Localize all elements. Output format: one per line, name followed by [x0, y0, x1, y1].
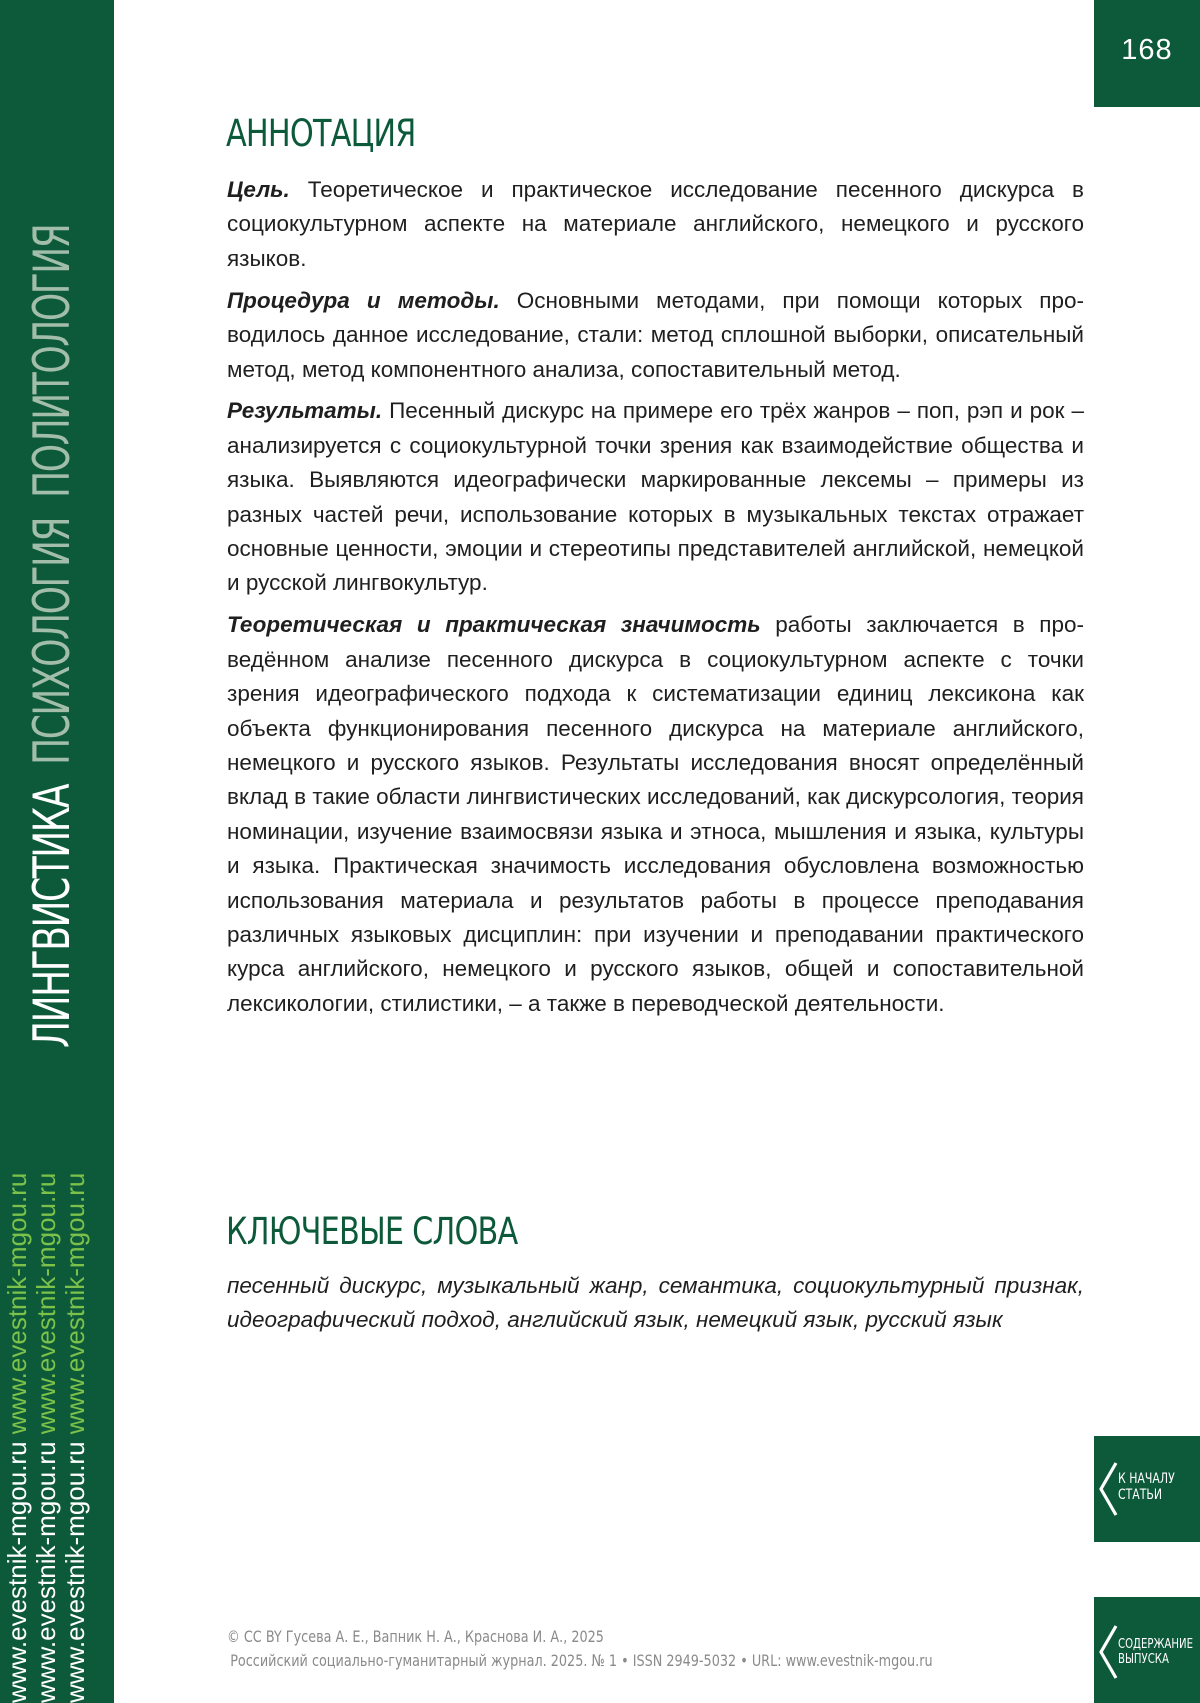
- paragraph-label: Процедура и методы.: [227, 287, 500, 313]
- site-url-row: [60, 1173, 90, 1703]
- to-article-start-button[interactable]: [1094, 1436, 1200, 1542]
- keywords-heading: КЛЮЧЕВЫЕ СЛОВА: [226, 1210, 518, 1253]
- chevron-left-icon: [1098, 1461, 1118, 1517]
- site-link[interactable]: www.evestnik-mgou.ru: [2, 1172, 32, 1435]
- page-number: 168: [1094, 0, 1200, 107]
- annotation-paragraph-goal: [227, 173, 1084, 276]
- rubric-linguistics: ЛИНГВИСТИКА: [23, 784, 81, 1048]
- nav-label-line: ВЫПУСКА: [1118, 1652, 1169, 1667]
- to-contents-label: [1118, 1637, 1193, 1667]
- rubric-psychology: ПСИХОЛОГИЯ: [23, 517, 81, 765]
- to-contents-button[interactable]: [1094, 1597, 1200, 1703]
- paragraph-text: Теоретическое и практическое исследование песенного дискурса в социокультурном аспекте на материале английского, немецкого и русского языков.: [227, 177, 1084, 271]
- footer: [227, 1625, 933, 1673]
- chevron-left-icon: [1098, 1624, 1118, 1680]
- copyright-line: © CC BY Гусева А. Е., Вапник Н. А., Краснова И. А., 2025: [227, 1627, 604, 1646]
- paragraph-label: Результаты.: [227, 398, 383, 424]
- annotation-body: [227, 173, 1084, 1029]
- site-url-row: [2, 1173, 32, 1703]
- nav-label-line: СТАТЬИ: [1118, 1487, 1163, 1503]
- nav-label-line: К НАЧАЛУ: [1118, 1471, 1175, 1487]
- journal-info-line: Российский социально-гуманитарный журнал. 2025. № 1 • ISSN 2949-5032 • URL: www.evestnik-mgou.ru: [230, 1651, 933, 1670]
- nav-label-line: СОДЕРЖАНИЕ: [1118, 1637, 1193, 1652]
- annotation-heading: АННОТАЦИЯ: [226, 112, 416, 155]
- site-link[interactable]: www.evestnik-mgou.ru: [31, 1441, 61, 1703]
- keywords-text: песенный дискурс, музыкальный жанр, семантика, социокультурный признак, идеографический подход, английский язык, немецкий язык, русский язык: [227, 1273, 1084, 1333]
- paragraph-text: Песенный дискурс на примере его трёх жанров – поп, рэп и рок – анализируется с социокультурной точки зрения как взаимодействие общества и языка. Выявляются идеографически маркированные лексемы – примеры из разных частей речи, использование которых в музыкальных текстах отражает основные ценности, эмоции и стереотипы представителей английской, немецкой и русской лингвокультур.: [227, 398, 1084, 596]
- to-article-start-label: [1118, 1471, 1175, 1503]
- annotation-paragraph-significance: [227, 608, 1084, 1021]
- rubric-politology: ПОЛИТОЛОГИЯ: [23, 224, 81, 498]
- sidebar-band: [0, 0, 114, 1703]
- site-link[interactable]: www.evestnik-mgou.ru: [2, 1441, 32, 1703]
- annotation-paragraph-results: [227, 394, 1084, 600]
- site-link[interactable]: www.evestnik-mgou.ru: [31, 1172, 61, 1435]
- paragraph-text: работы заключается в проведённом анализе песенного дискурса в социокультурном аспекте с точки зрения идеографического подхода к систематизации единиц лексикона как объекта функционирования песенного дискурса на материале английского, немецкого и русского языков. Результаты исследования вносят определённый вклад в такие области лингвистических исследований, как дискурсология, теория номинации, изучение взаимосвязи языка и этноса, мышления и языка, культуры и языка. Практическая значимость исследования обусловлена возможностью использования материала и результатов работы в процессе преподавания различных языковых дисциплин: при изучении и преподавании практического курса английского, немецкого и русского языков, общей и сопоставительной лексикологии, стилистики, – а также в переводческой деятельности.: [227, 612, 1084, 1016]
- paragraph-label: Теоретическая и практическая значимость: [227, 612, 761, 638]
- paragraph-label: Цель.: [227, 177, 290, 202]
- rubric-title: [22, 225, 82, 1048]
- site-link[interactable]: www.evestnik-mgou.ru: [60, 1172, 90, 1435]
- paragraph-text: Основными методами, при помощи которых проводилось данное исследование, стали: метод сплошной выборки, описательный метод, метод компонентного анализа, сопоставительный метод.: [227, 287, 1084, 382]
- site-link[interactable]: www.evestnik-mgou.ru: [60, 1441, 90, 1703]
- site-url-row: [31, 1173, 61, 1703]
- annotation-paragraph-methods: [227, 284, 1084, 387]
